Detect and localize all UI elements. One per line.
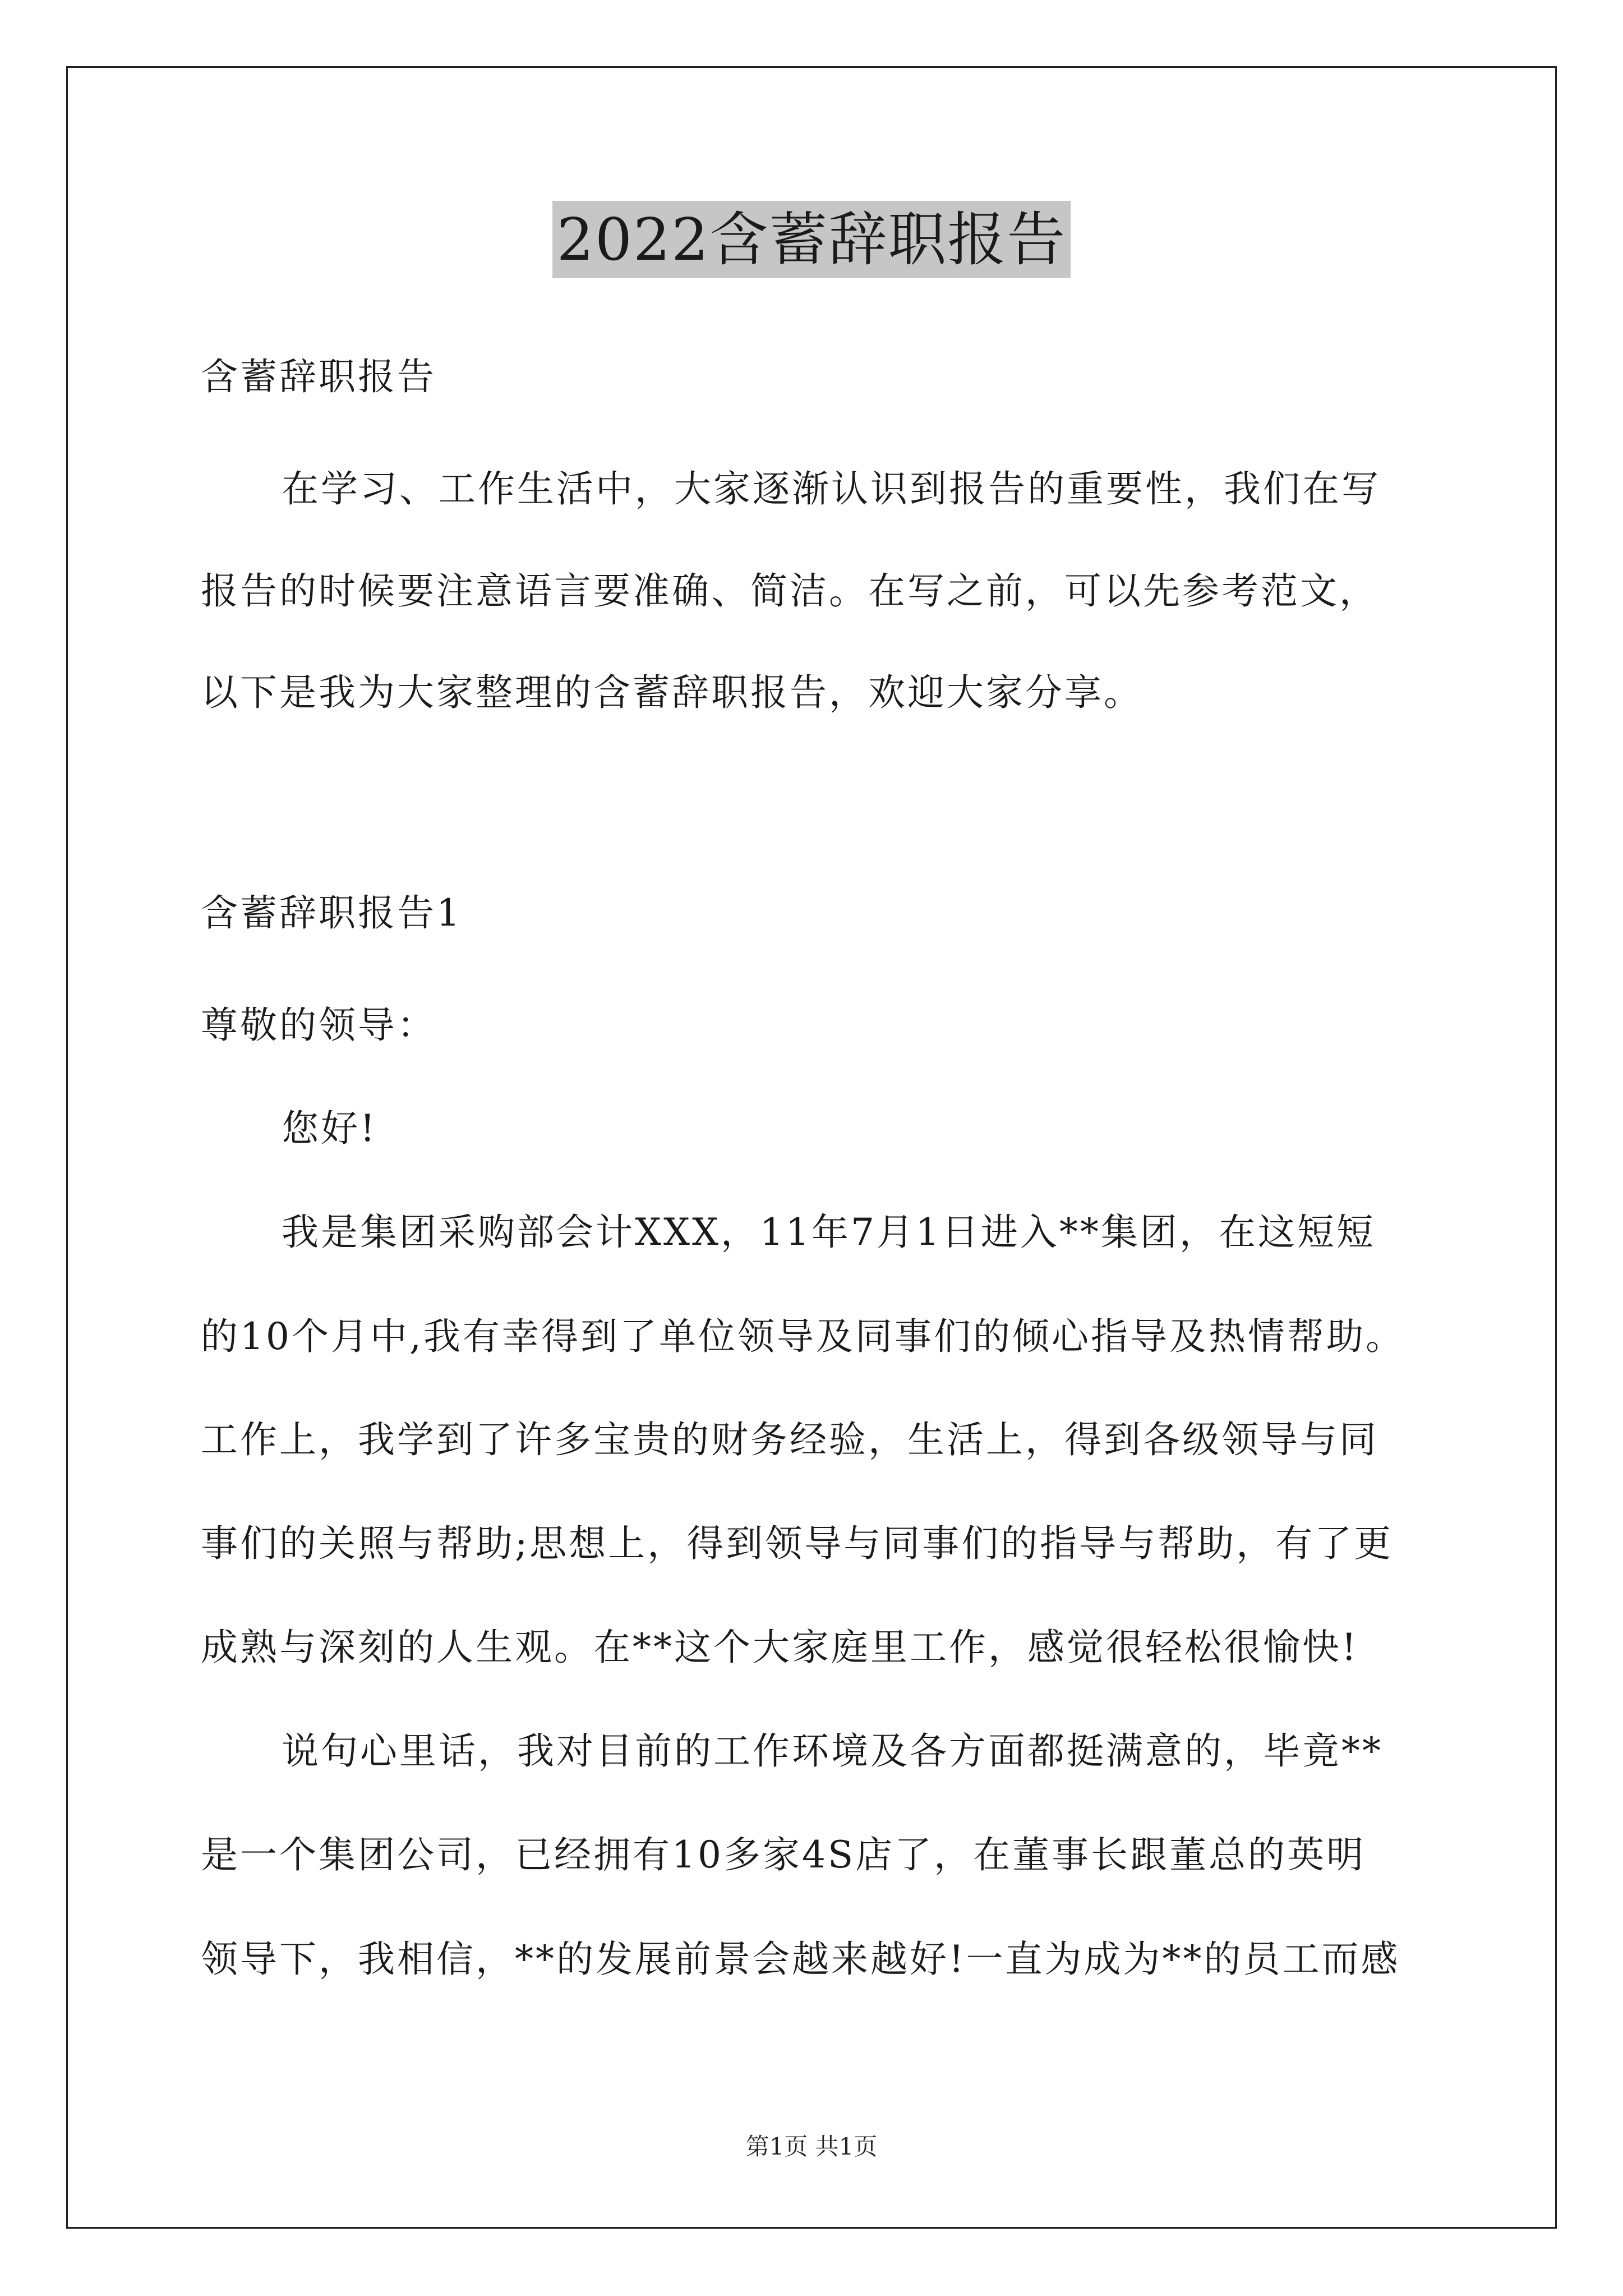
paragraph-line: 是一个集团公司，已经拥有10多家4S店了，在董事长跟董总的英明 bbox=[201, 1833, 1366, 1876]
document-title: 2022含蓄辞职报告 bbox=[552, 201, 1071, 278]
paragraph-line: 工作上，我学到了许多宝贵的财务经验，生活上，得到各级领导与同 bbox=[201, 1418, 1378, 1461]
subtitle-line: 含蓄辞职报告 bbox=[201, 355, 436, 398]
section-heading: 含蓄辞职报告1 bbox=[201, 891, 462, 935]
greeting-line: 您好! bbox=[282, 1107, 377, 1150]
paragraph-line: 的10个月中,我有幸得到了单位领导及同事们的倾心指导及热情帮助。 bbox=[201, 1315, 1405, 1358]
paragraph-line: 以下是我为大家整理的含蓄辞职报告，欢迎大家分享。 bbox=[201, 671, 1143, 714]
paragraph-line: 成熟与深刻的人生观。在**这个大家庭里工作，感觉很轻松很愉快! bbox=[201, 1626, 1359, 1669]
paragraph-line: 在学习、工作生活中，大家逐渐认识到报告的重要性，我们在写 bbox=[282, 467, 1381, 510]
paragraph-line: 我是集团采购部会计XXX，11年7月1日进入**集团，在这短短 bbox=[282, 1211, 1376, 1254]
salutation-line: 尊敬的领导： bbox=[201, 1004, 436, 1047]
paragraph-line: 事们的关照与帮助;思想上，得到领导与同事们的指导与帮助，有了更 bbox=[201, 1522, 1394, 1565]
paragraph-line: 领导下，我相信，**的发展前景会越来越好!一直为成为**的员工而感 bbox=[201, 1938, 1400, 1981]
title-container bbox=[0, 201, 1623, 278]
paragraph-line: 说句心里话，我对目前的工作环境及各方面都挺满意的，毕竟** bbox=[282, 1729, 1383, 1773]
page-number-footer: 第1页 共1页 bbox=[745, 2133, 878, 2160]
paragraph-line: 报告的时候要注意语言要准确、简洁。在写之前，可以先参考范文， bbox=[201, 569, 1378, 613]
